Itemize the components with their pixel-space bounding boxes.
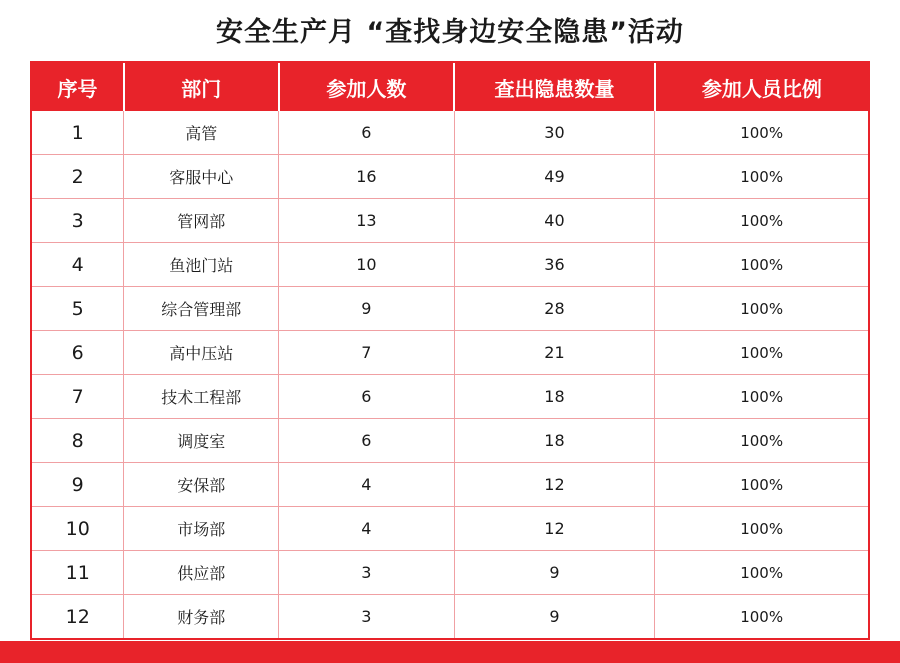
cell-participants: 6 — [279, 375, 455, 419]
cell-department: 综合管理部 — [124, 287, 279, 331]
cell-index: 2 — [32, 155, 124, 199]
column-header-ratio: 参加人员比例 — [655, 63, 868, 111]
data-table-container — [30, 61, 870, 640]
cell-participants: 4 — [279, 507, 455, 551]
cell-ratio: 100% — [655, 199, 868, 243]
cell-ratio: 100% — [655, 331, 868, 375]
table-row — [32, 155, 868, 199]
cell-hazards: 30 — [454, 111, 655, 155]
cell-ratio: 100% — [655, 155, 868, 199]
cell-index: 3 — [32, 199, 124, 243]
cell-ratio: 100% — [655, 419, 868, 463]
cell-department: 高管 — [124, 111, 279, 155]
cell-department: 财务部 — [124, 595, 279, 639]
cell-department: 高中压站 — [124, 331, 279, 375]
cell-hazards: 36 — [454, 243, 655, 287]
cell-participants: 3 — [279, 595, 455, 639]
table-row — [32, 375, 868, 419]
cell-ratio: 100% — [655, 551, 868, 595]
table-row — [32, 199, 868, 243]
cell-participants: 6 — [279, 111, 455, 155]
cell-index: 5 — [32, 287, 124, 331]
cell-ratio: 100% — [655, 287, 868, 331]
cell-index: 12 — [32, 595, 124, 639]
column-header-index: 序号 — [32, 63, 124, 111]
cell-ratio: 100% — [655, 111, 868, 155]
table-row — [32, 287, 868, 331]
cell-participants: 6 — [279, 419, 455, 463]
cell-department: 管网部 — [124, 199, 279, 243]
cell-participants: 3 — [279, 551, 455, 595]
footer-accent-bar — [0, 641, 900, 663]
column-header-participants: 参加人数 — [279, 63, 455, 111]
cell-participants: 4 — [279, 463, 455, 507]
cell-department: 供应部 — [124, 551, 279, 595]
cell-hazards: 40 — [454, 199, 655, 243]
cell-participants: 10 — [279, 243, 455, 287]
cell-participants: 13 — [279, 199, 455, 243]
cell-hazards: 9 — [454, 595, 655, 639]
table-row — [32, 463, 868, 507]
cell-department: 客服中心 — [124, 155, 279, 199]
cell-index: 10 — [32, 507, 124, 551]
page-title: 安全生产月 “查找身边安全隐患”活动 — [216, 17, 684, 48]
cell-hazards: 18 — [454, 419, 655, 463]
cell-index: 6 — [32, 331, 124, 375]
cell-index: 4 — [32, 243, 124, 287]
table-row — [32, 507, 868, 551]
cell-department: 技术工程部 — [124, 375, 279, 419]
table-header — [32, 63, 868, 111]
table-row — [32, 551, 868, 595]
table-row — [32, 331, 868, 375]
cell-ratio: 100% — [655, 463, 868, 507]
cell-ratio: 100% — [655, 243, 868, 287]
column-header-department: 部门 — [124, 63, 279, 111]
column-header-hazards: 查出隐患数量 — [454, 63, 655, 111]
cell-department: 鱼池门站 — [124, 243, 279, 287]
table-header-row — [32, 63, 868, 111]
cell-ratio: 100% — [740, 607, 784, 626]
cell-hazards: 21 — [454, 331, 655, 375]
cell-hazards: 12 — [454, 507, 655, 551]
cell-participants: 7 — [279, 331, 455, 375]
cell-hazards: 28 — [454, 287, 655, 331]
cell-index: 11 — [32, 551, 124, 595]
table-row — [32, 111, 868, 155]
cell-department: 安保部 — [124, 463, 279, 507]
cell-hazards: 18 — [454, 375, 655, 419]
cell-index: 7 — [32, 375, 124, 419]
cell-index: 8 — [32, 419, 124, 463]
cell-participants: 9 — [279, 287, 455, 331]
cell-ratio: 100% — [655, 507, 868, 551]
cell-hazards: 49 — [454, 155, 655, 199]
cell-ratio: 100% — [655, 375, 868, 419]
table-row — [32, 595, 868, 639]
data-table — [32, 63, 868, 638]
cell-hazards: 9 — [454, 551, 655, 595]
cell-hazards: 12 — [454, 463, 655, 507]
table-row — [32, 419, 868, 463]
cell-department: 市场部 — [124, 507, 279, 551]
cell-index: 1 — [32, 111, 124, 155]
cell-index: 9 — [32, 463, 124, 507]
cell-participants: 16 — [279, 155, 455, 199]
cell-department: 调度室 — [124, 419, 279, 463]
table-body — [32, 111, 868, 638]
table-row — [32, 243, 868, 287]
